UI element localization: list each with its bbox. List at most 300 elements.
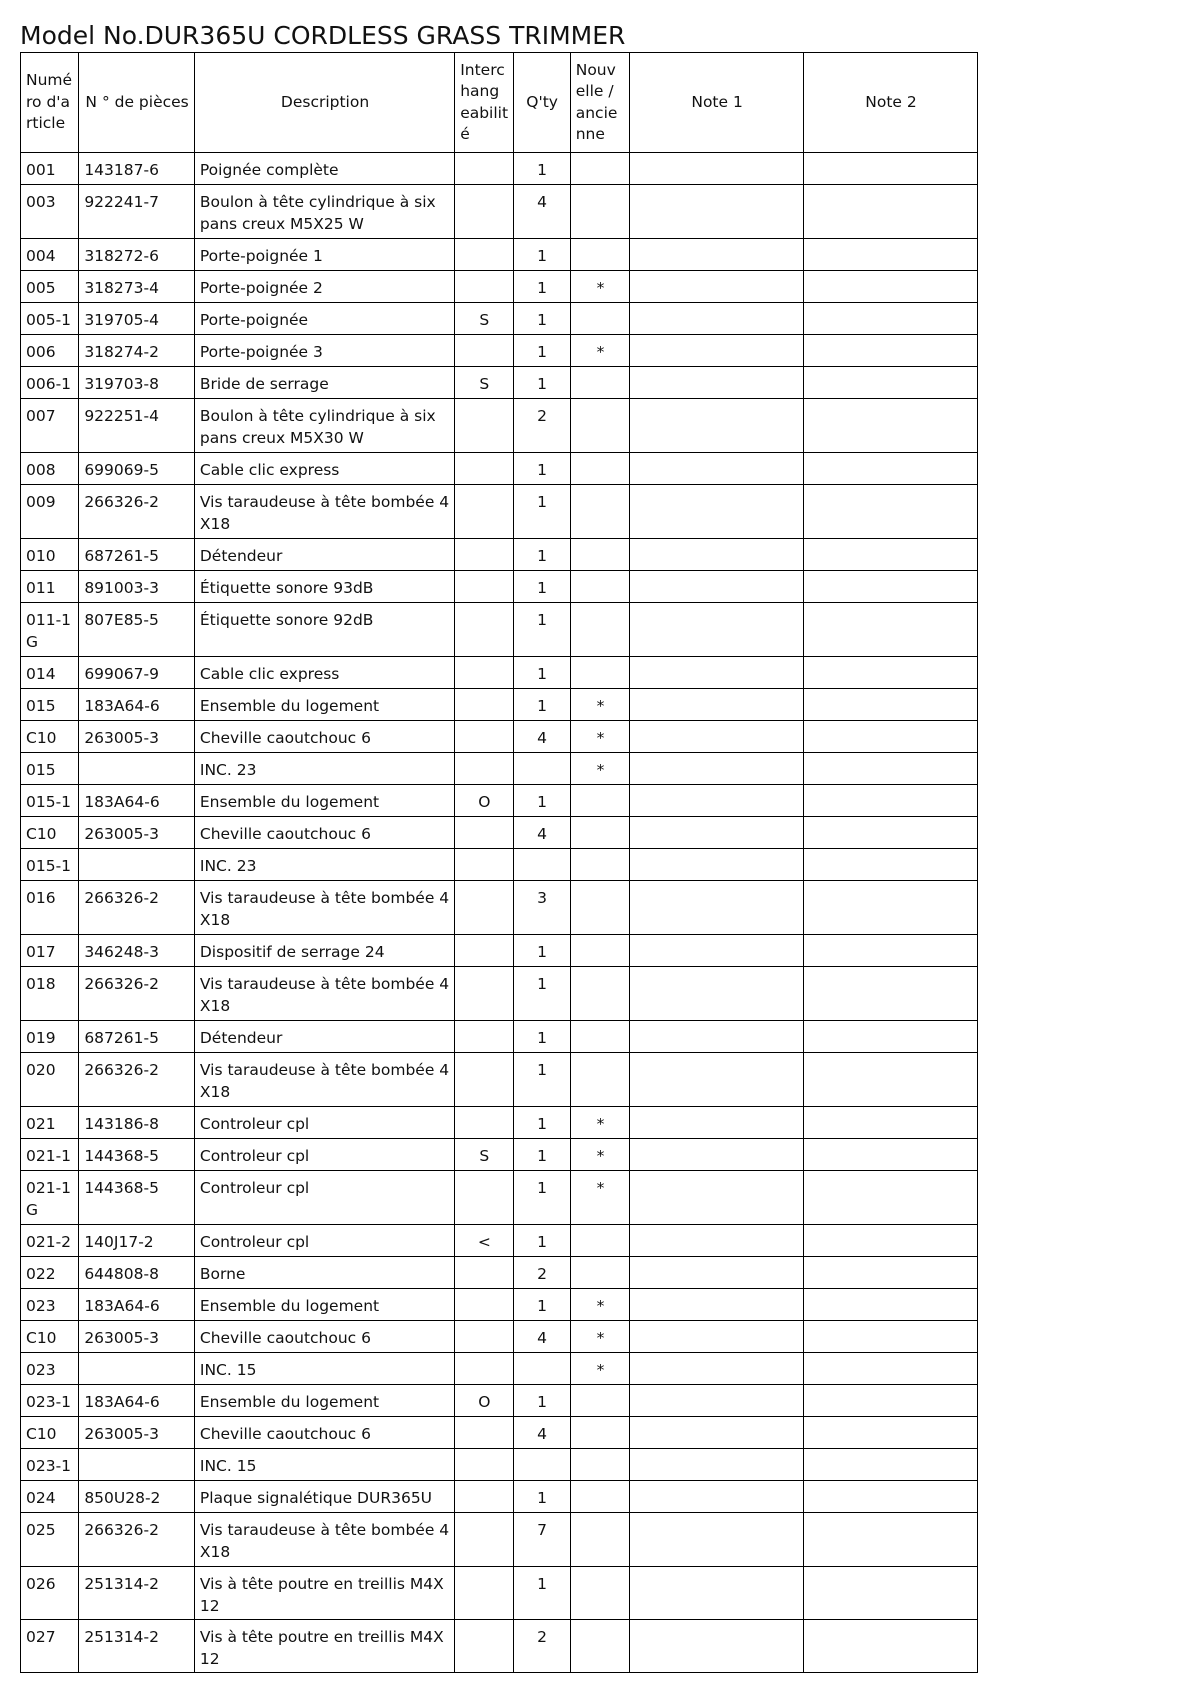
cell-note-1 [630, 571, 804, 603]
cell-note-2 [804, 453, 978, 485]
cell-description: Boulon à tête cylindrique à six pans creux M5X30 W [194, 399, 454, 453]
table-row [21, 1053, 978, 1107]
cell-qty [513, 1353, 570, 1385]
cell-part-no: 318273-4 [79, 271, 195, 303]
cell-note-2 [804, 935, 978, 967]
table-row [21, 453, 978, 485]
cell-interchangeability [455, 817, 513, 849]
cell-new-old: * [570, 721, 629, 753]
cell-interchangeability [455, 239, 513, 271]
cell-qty: 7 [513, 1513, 570, 1567]
header-part-no: N ° de pièces [79, 53, 195, 153]
cell-new-old: * [570, 1139, 629, 1171]
cell-item-no: 011 [21, 571, 79, 603]
cell-note-2 [804, 1021, 978, 1053]
cell-new-old: * [570, 1353, 629, 1385]
cell-description: Controleur cpl [194, 1225, 454, 1257]
cell-new-old: * [570, 335, 629, 367]
cell-description: Controleur cpl [194, 1139, 454, 1171]
cell-description: Poignée complète [194, 153, 454, 185]
cell-item-no: 023 [21, 1289, 79, 1321]
table-row [21, 721, 978, 753]
header-note-2: Note 2 [804, 53, 978, 153]
cell-qty: 2 [513, 399, 570, 453]
cell-qty: 1 [513, 1225, 570, 1257]
cell-qty: 1 [513, 1171, 570, 1225]
cell-item-no: 023-1 [21, 1385, 79, 1417]
cell-description: Vis taraudeuse à tête bombée 4X18 [194, 967, 454, 1021]
cell-item-no: 027 [21, 1620, 79, 1673]
cell-description: Porte-poignée 1 [194, 239, 454, 271]
cell-description: Étiquette sonore 92dB [194, 603, 454, 657]
cell-qty: 1 [513, 1021, 570, 1053]
cell-part-no: 266326-2 [79, 1513, 195, 1567]
cell-note-1 [630, 1139, 804, 1171]
cell-item-no: 004 [21, 239, 79, 271]
cell-new-old: * [570, 1107, 629, 1139]
cell-note-2 [804, 239, 978, 271]
cell-qty: 2 [513, 1257, 570, 1289]
table-row [21, 935, 978, 967]
cell-interchangeability [455, 1021, 513, 1053]
table-row [21, 1620, 978, 1673]
cell-part-no: 699067-9 [79, 657, 195, 689]
cell-note-2 [804, 399, 978, 453]
cell-description: Cheville caoutchouc 6 [194, 817, 454, 849]
cell-interchangeability [455, 1481, 513, 1513]
table-row [21, 817, 978, 849]
table-row [21, 239, 978, 271]
cell-note-1 [630, 849, 804, 881]
table-row [21, 849, 978, 881]
cell-note-1 [630, 539, 804, 571]
table-row [21, 1417, 978, 1449]
cell-part-no: 251314-2 [79, 1620, 195, 1673]
cell-part-no: 318274-2 [79, 335, 195, 367]
cell-new-old [570, 485, 629, 539]
cell-item-no: 015 [21, 753, 79, 785]
cell-note-2 [804, 849, 978, 881]
cell-note-1 [630, 1225, 804, 1257]
cell-part-no: 183A64-6 [79, 785, 195, 817]
table-row [21, 1257, 978, 1289]
cell-interchangeability [455, 1353, 513, 1385]
cell-qty: 1 [513, 539, 570, 571]
table-row [21, 785, 978, 817]
cell-new-old [570, 1417, 629, 1449]
cell-item-no: C10 [21, 721, 79, 753]
table-row [21, 1385, 978, 1417]
cell-interchangeability [455, 539, 513, 571]
cell-qty: 1 [513, 1481, 570, 1513]
header-item-no: Numéro d'article [21, 53, 79, 153]
cell-part-no [79, 1449, 195, 1481]
cell-note-1 [630, 1449, 804, 1481]
cell-note-2 [804, 185, 978, 239]
cell-description: Plaque signalétique DUR365U [194, 1481, 454, 1513]
cell-item-no: 001 [21, 153, 79, 185]
cell-item-no: C10 [21, 1417, 79, 1449]
cell-note-2 [804, 753, 978, 785]
cell-description: Vis à tête poutre en treillis M4X12 [194, 1620, 454, 1673]
cell-note-2 [804, 1513, 978, 1567]
cell-item-no: 007 [21, 399, 79, 453]
cell-description: Vis taraudeuse à tête bombée 4X18 [194, 485, 454, 539]
table-row [21, 153, 978, 185]
page-bottom-edge [0, 1674, 1190, 1683]
cell-note-1 [630, 1620, 804, 1673]
cell-note-1 [630, 689, 804, 721]
cell-interchangeability [455, 1620, 513, 1673]
cell-qty: 1 [513, 603, 570, 657]
cell-note-1 [630, 399, 804, 453]
cell-qty: 1 [513, 689, 570, 721]
cell-new-old [570, 1257, 629, 1289]
cell-qty: 1 [513, 657, 570, 689]
cell-interchangeability [455, 485, 513, 539]
cell-item-no: 016 [21, 881, 79, 935]
cell-description: INC. 23 [194, 849, 454, 881]
cell-note-2 [804, 657, 978, 689]
table-row [21, 1171, 978, 1225]
table-row [21, 303, 978, 335]
cell-new-old [570, 153, 629, 185]
cell-new-old [570, 1567, 629, 1620]
cell-part-no: 850U28-2 [79, 1481, 195, 1513]
table-header-row [21, 53, 978, 153]
cell-item-no: 005 [21, 271, 79, 303]
cell-item-no: 021 [21, 1107, 79, 1139]
cell-qty: 1 [513, 453, 570, 485]
cell-part-no: 346248-3 [79, 935, 195, 967]
cell-item-no: 014 [21, 657, 79, 689]
cell-interchangeability: O [455, 785, 513, 817]
cell-part-no [79, 753, 195, 785]
cell-interchangeability [455, 1107, 513, 1139]
cell-description: Vis taraudeuse à tête bombée 4X18 [194, 1053, 454, 1107]
cell-description: INC. 15 [194, 1449, 454, 1481]
cell-interchangeability [455, 721, 513, 753]
cell-description: Controleur cpl [194, 1107, 454, 1139]
cell-qty: 1 [513, 271, 570, 303]
cell-interchangeability [455, 271, 513, 303]
cell-item-no: 020 [21, 1053, 79, 1107]
cell-description: Porte-poignée 3 [194, 335, 454, 367]
cell-new-old [570, 1225, 629, 1257]
cell-description: Cheville caoutchouc 6 [194, 1417, 454, 1449]
cell-note-1 [630, 303, 804, 335]
cell-qty: 4 [513, 817, 570, 849]
cell-part-no: 922241-7 [79, 185, 195, 239]
table-row [21, 657, 978, 689]
cell-new-old [570, 539, 629, 571]
cell-new-old [570, 399, 629, 453]
cell-note-1 [630, 785, 804, 817]
cell-note-2 [804, 1107, 978, 1139]
table-row [21, 271, 978, 303]
cell-new-old [570, 603, 629, 657]
cell-item-no: 005-1 [21, 303, 79, 335]
cell-new-old [570, 1513, 629, 1567]
cell-note-1 [630, 1021, 804, 1053]
cell-note-1 [630, 1107, 804, 1139]
cell-new-old [570, 453, 629, 485]
cell-part-no: 263005-3 [79, 721, 195, 753]
cell-item-no: 021-1G [21, 1171, 79, 1225]
cell-part-no: 266326-2 [79, 1053, 195, 1107]
cell-note-2 [804, 785, 978, 817]
table-row [21, 399, 978, 453]
cell-interchangeability: S [455, 303, 513, 335]
cell-description: Cheville caoutchouc 6 [194, 1321, 454, 1353]
cell-description: Ensemble du logement [194, 1289, 454, 1321]
cell-interchangeability [455, 603, 513, 657]
table-row [21, 689, 978, 721]
cell-note-1 [630, 817, 804, 849]
cell-interchangeability [455, 849, 513, 881]
cell-interchangeability [455, 453, 513, 485]
cell-interchangeability: S [455, 367, 513, 399]
cell-part-no: 143187-6 [79, 153, 195, 185]
cell-interchangeability [455, 689, 513, 721]
table-row [21, 603, 978, 657]
table-row [21, 1513, 978, 1567]
cell-note-2 [804, 367, 978, 399]
cell-interchangeability: O [455, 1385, 513, 1417]
cell-note-1 [630, 335, 804, 367]
cell-item-no: 008 [21, 453, 79, 485]
header-note-1: Note 1 [630, 53, 804, 153]
table-row [21, 1567, 978, 1620]
cell-note-1 [630, 1481, 804, 1513]
cell-interchangeability [455, 967, 513, 1021]
cell-note-1 [630, 721, 804, 753]
cell-description: Borne [194, 1257, 454, 1289]
cell-qty: 4 [513, 1417, 570, 1449]
cell-new-old [570, 185, 629, 239]
table-row [21, 539, 978, 571]
cell-description: Ensemble du logement [194, 1385, 454, 1417]
cell-note-1 [630, 1353, 804, 1385]
cell-interchangeability [455, 1053, 513, 1107]
cell-new-old [570, 303, 629, 335]
cell-note-2 [804, 1620, 978, 1673]
cell-note-2 [804, 153, 978, 185]
cell-new-old [570, 1385, 629, 1417]
parts-table-body [21, 153, 978, 1673]
cell-new-old [570, 1449, 629, 1481]
cell-new-old [570, 1481, 629, 1513]
cell-note-2 [804, 571, 978, 603]
cell-new-old [570, 1053, 629, 1107]
cell-description: Étiquette sonore 93dB [194, 571, 454, 603]
cell-interchangeability [455, 571, 513, 603]
table-row [21, 1021, 978, 1053]
table-row [21, 1139, 978, 1171]
cell-new-old: * [570, 1171, 629, 1225]
header-interchangeability: Interchangeabilité [455, 53, 513, 153]
cell-new-old: * [570, 1321, 629, 1353]
table-row [21, 485, 978, 539]
cell-interchangeability [455, 1567, 513, 1620]
cell-description: Cheville caoutchouc 6 [194, 721, 454, 753]
cell-new-old [570, 367, 629, 399]
table-row [21, 881, 978, 935]
cell-qty: 1 [513, 1053, 570, 1107]
cell-item-no: 024 [21, 1481, 79, 1513]
cell-part-no: 266326-2 [79, 485, 195, 539]
cell-note-1 [630, 367, 804, 399]
cell-item-no: 017 [21, 935, 79, 967]
table-row [21, 1225, 978, 1257]
cell-new-old [570, 881, 629, 935]
cell-part-no: 266326-2 [79, 967, 195, 1021]
cell-note-1 [630, 1567, 804, 1620]
cell-interchangeability [455, 1321, 513, 1353]
cell-part-no: 699069-5 [79, 453, 195, 485]
cell-note-2 [804, 603, 978, 657]
cell-interchangeability [455, 1171, 513, 1225]
cell-description: Cable clic express [194, 453, 454, 485]
cell-description: Porte-poignée [194, 303, 454, 335]
cell-part-no: 318272-6 [79, 239, 195, 271]
cell-item-no: 009 [21, 485, 79, 539]
table-row [21, 1289, 978, 1321]
table-row [21, 753, 978, 785]
cell-part-no: 263005-3 [79, 1321, 195, 1353]
cell-note-1 [630, 453, 804, 485]
cell-interchangeability [455, 1449, 513, 1481]
cell-interchangeability [455, 1289, 513, 1321]
cell-qty: 1 [513, 967, 570, 1021]
cell-interchangeability: S [455, 1139, 513, 1171]
cell-description: Vis à tête poutre en treillis M4X12 [194, 1567, 454, 1620]
cell-qty: 1 [513, 367, 570, 399]
cell-note-1 [630, 185, 804, 239]
cell-note-2 [804, 1353, 978, 1385]
table-row [21, 967, 978, 1021]
cell-note-1 [630, 1321, 804, 1353]
cell-item-no: 015-1 [21, 849, 79, 881]
cell-note-1 [630, 1053, 804, 1107]
cell-part-no: 144368-5 [79, 1171, 195, 1225]
page-title: Model No.DUR365U CORDLESS GRASS TRIMMER [20, 21, 626, 50]
cell-part-no: 644808-8 [79, 1257, 195, 1289]
cell-qty: 2 [513, 1620, 570, 1673]
cell-item-no: C10 [21, 1321, 79, 1353]
cell-part-no: 183A64-6 [79, 1289, 195, 1321]
cell-description: Ensemble du logement [194, 689, 454, 721]
cell-part-no [79, 1353, 195, 1385]
cell-qty: 1 [513, 303, 570, 335]
cell-note-2 [804, 303, 978, 335]
cell-qty: 1 [513, 1385, 570, 1417]
cell-note-2 [804, 689, 978, 721]
cell-new-old [570, 239, 629, 271]
table-row [21, 185, 978, 239]
cell-new-old [570, 967, 629, 1021]
cell-note-2 [804, 967, 978, 1021]
cell-item-no: 010 [21, 539, 79, 571]
cell-qty [513, 1449, 570, 1481]
cell-new-old [570, 1620, 629, 1673]
header-new-old: Nouvelle / ancienne [570, 53, 629, 153]
cell-qty: 1 [513, 935, 570, 967]
cell-item-no: 006-1 [21, 367, 79, 399]
cell-note-2 [804, 1417, 978, 1449]
cell-item-no: 015 [21, 689, 79, 721]
cell-part-no: 183A64-6 [79, 689, 195, 721]
cell-note-1 [630, 1417, 804, 1449]
cell-item-no: 026 [21, 1567, 79, 1620]
cell-description: Porte-poignée 2 [194, 271, 454, 303]
cell-new-old: * [570, 1289, 629, 1321]
cell-item-no: 003 [21, 185, 79, 239]
cell-qty: 1 [513, 1567, 570, 1620]
cell-qty: 1 [513, 485, 570, 539]
cell-part-no: 183A64-6 [79, 1385, 195, 1417]
cell-qty: 1 [513, 785, 570, 817]
cell-item-no: 022 [21, 1257, 79, 1289]
cell-item-no: 015-1 [21, 785, 79, 817]
table-row [21, 367, 978, 399]
cell-qty: 1 [513, 153, 570, 185]
cell-qty [513, 753, 570, 785]
cell-item-no: 011-1G [21, 603, 79, 657]
cell-note-1 [630, 1257, 804, 1289]
cell-item-no: 025 [21, 1513, 79, 1567]
cell-part-no: 891003-3 [79, 571, 195, 603]
cell-note-1 [630, 1289, 804, 1321]
cell-new-old: * [570, 753, 629, 785]
cell-note-1 [630, 1513, 804, 1567]
cell-interchangeability [455, 335, 513, 367]
cell-note-2 [804, 335, 978, 367]
cell-description: INC. 15 [194, 1353, 454, 1385]
cell-part-no: 922251-4 [79, 399, 195, 453]
cell-description: Boulon à tête cylindrique à six pans creux M5X25 W [194, 185, 454, 239]
cell-part-no: 143186-8 [79, 1107, 195, 1139]
cell-part-no: 319705-4 [79, 303, 195, 335]
cell-part-no: 807E85-5 [79, 603, 195, 657]
cell-note-1 [630, 1385, 804, 1417]
cell-description: Controleur cpl [194, 1171, 454, 1225]
cell-description: Détendeur [194, 539, 454, 571]
cell-item-no: C10 [21, 817, 79, 849]
cell-note-1 [630, 881, 804, 935]
header-qty: Q'ty [513, 53, 570, 153]
cell-part-no: 263005-3 [79, 817, 195, 849]
cell-note-2 [804, 1385, 978, 1417]
cell-note-2 [804, 271, 978, 303]
cell-qty: 1 [513, 1139, 570, 1171]
cell-note-1 [630, 967, 804, 1021]
cell-note-1 [630, 753, 804, 785]
cell-new-old [570, 785, 629, 817]
cell-qty: 1 [513, 1289, 570, 1321]
cell-new-old: * [570, 271, 629, 303]
cell-part-no [79, 849, 195, 881]
cell-note-2 [804, 1567, 978, 1620]
cell-qty: 1 [513, 335, 570, 367]
cell-interchangeability [455, 881, 513, 935]
cell-note-2 [804, 485, 978, 539]
parts-table [20, 52, 978, 1673]
cell-description: INC. 23 [194, 753, 454, 785]
cell-note-2 [804, 817, 978, 849]
cell-new-old [570, 935, 629, 967]
cell-part-no: 687261-5 [79, 539, 195, 571]
